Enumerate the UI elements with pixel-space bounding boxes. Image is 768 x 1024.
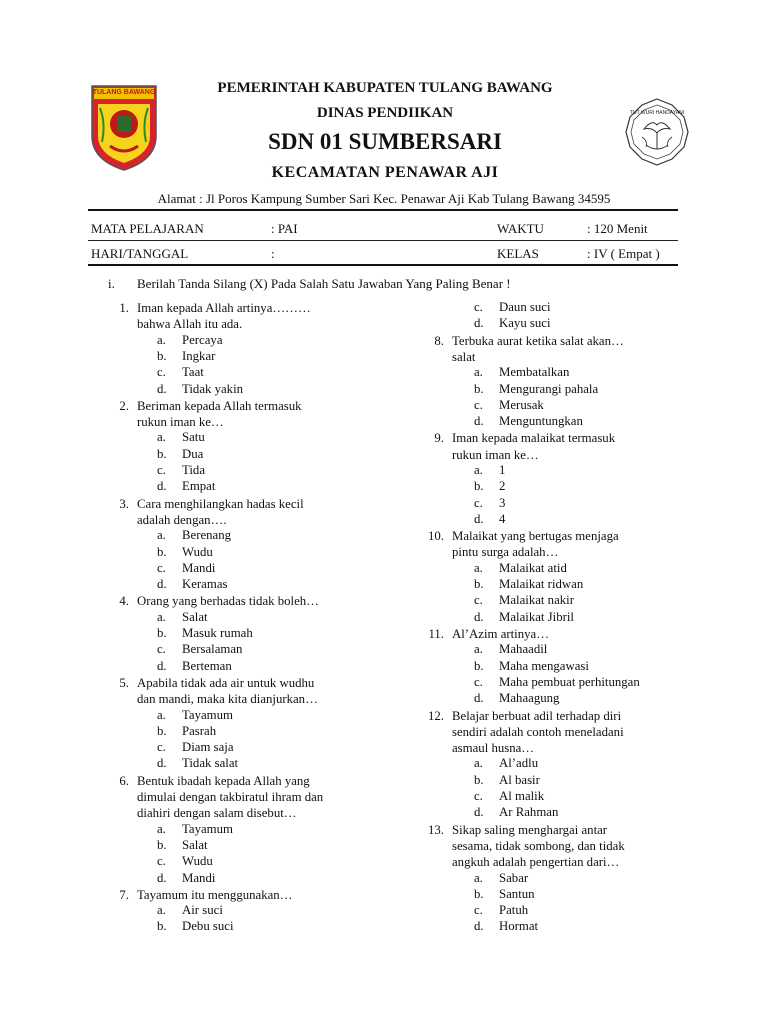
option-text: 3 — [499, 495, 506, 510]
option-text: Masuk rumah — [182, 626, 253, 640]
option-letter: d. — [157, 381, 167, 396]
question-text: Tayamum itu menggunakan… — [137, 887, 293, 902]
header-divider — [88, 209, 678, 211]
question-text: pintu surga adalah… — [452, 545, 559, 560]
tut-wuri-emblem-icon — [624, 97, 690, 167]
info-divider-2 — [88, 264, 678, 266]
option-text: Tidak salat — [182, 756, 239, 771]
option-text: 1 — [499, 463, 506, 477]
option-letter: d. — [474, 691, 484, 706]
option-text: Tidak yakin — [182, 381, 244, 396]
option-text: Wudu — [182, 854, 213, 869]
question-text: Terbuka aurat ketika salat akan… — [452, 333, 624, 348]
option-text: Mandi — [182, 560, 216, 575]
option-text: Maha pembuat perhitungan — [499, 674, 640, 689]
option-letter: c. — [474, 789, 483, 803]
option-text: Empat — [182, 479, 216, 494]
option-letter: a. — [474, 365, 483, 380]
option-letter: b. — [157, 446, 167, 461]
question-text: asmaul husna… — [452, 741, 535, 756]
option-text: Mandi — [182, 870, 216, 885]
option-letter: a. — [474, 560, 483, 575]
question-text: angkuh adalah pengertian dari… — [452, 855, 620, 870]
option-letter: a. — [157, 332, 166, 347]
option-text: Daun suci — [499, 300, 551, 314]
option-text: Malaikat Jibril — [499, 609, 574, 624]
option-letter: b. — [474, 577, 484, 592]
option-letter: b. — [157, 348, 167, 363]
subject-value: : PAI — [271, 221, 298, 236]
class-label: KELAS — [497, 246, 539, 261]
option-letter: c. — [157, 463, 166, 477]
option-letter: a. — [157, 903, 166, 918]
header-address: Alamat : Jl Poros Kampung Sumber Sari Kec. Penawar Aji Kab Tulang Bawang 34595 — [157, 191, 611, 206]
question-text: dimulai dengan takbiratul ihram dan — [137, 789, 324, 804]
question-number: 5. — [119, 675, 129, 690]
day-value: : — [271, 246, 275, 261]
option-letter: d. — [157, 577, 167, 592]
option-text: Kayu suci — [499, 316, 551, 331]
regency-shield-icon — [90, 84, 158, 172]
question-text: Belajar berbuat adil terhadap diri — [452, 708, 622, 723]
question-number: 2. — [119, 398, 129, 413]
option-letter: a. — [157, 821, 166, 836]
subject-label: MATA PELAJARAN — [91, 221, 204, 236]
option-text: Salat — [182, 837, 208, 852]
option-text: Membatalkan — [499, 365, 570, 380]
option-text: Mahaagung — [499, 691, 560, 706]
question-text: rukun iman ke… — [137, 415, 224, 430]
option-letter: d. — [157, 658, 167, 673]
option-text: Berteman — [182, 658, 232, 673]
question-text: Malaikat yang bertugas menjaga — [452, 529, 619, 544]
option-text: Debu suci — [182, 919, 234, 934]
option-text: Al basir — [499, 772, 540, 787]
option-letter: b. — [474, 886, 484, 901]
instruction-number: i. — [108, 276, 115, 291]
option-letter: d. — [474, 805, 484, 820]
question-number: 9. — [434, 431, 444, 446]
option-letter: b. — [157, 919, 167, 934]
option-text: Malaikat atid — [499, 560, 567, 575]
option-letter: d. — [474, 414, 484, 429]
option-letter: d. — [474, 919, 484, 934]
option-text: Salat — [182, 609, 208, 624]
question-text: Al’Azim artinya… — [452, 627, 550, 641]
option-text: Malaikat nakir — [499, 593, 574, 608]
option-letter: c. — [474, 300, 483, 314]
option-text: Dua — [182, 446, 204, 461]
question-text: rukun iman ke… — [452, 447, 539, 462]
question-number: 11. — [428, 627, 444, 641]
regency-logo — [90, 84, 158, 172]
option-letter: b. — [157, 837, 167, 852]
option-text: 2 — [499, 479, 506, 494]
option-letter: c. — [474, 593, 483, 608]
option-letter: a. — [157, 707, 166, 722]
option-text: Patuh — [499, 903, 529, 918]
option-text: Air suci — [182, 903, 223, 918]
option-text: Menguntungkan — [499, 414, 583, 429]
time-label: WAKTU — [497, 221, 544, 236]
option-letter: a. — [157, 528, 166, 543]
day-label: HARI/TANGGAL — [91, 246, 189, 261]
option-letter: b. — [474, 479, 484, 494]
question-number: 7. — [119, 887, 129, 902]
question-text: sendiri adalah contoh meneladani — [452, 724, 624, 739]
question-text: Sikap saling menghargai antar — [452, 822, 608, 837]
question-number: 4. — [119, 594, 129, 609]
question-number: 8. — [434, 333, 444, 348]
question-text: sesama, tidak sombong, dan tidak — [452, 838, 625, 853]
option-letter: b. — [157, 723, 167, 738]
tut-wuri-logo — [624, 97, 690, 167]
question-number: 3. — [119, 496, 129, 511]
option-text: Al malik — [499, 789, 545, 803]
option-letter: c. — [157, 642, 166, 657]
question-text: diahiri dengan salam disebut… — [137, 806, 297, 821]
header-district: KECAMATAN PENAWAR AJI — [271, 164, 499, 181]
option-letter: c. — [157, 560, 166, 575]
option-text: Pasrah — [182, 723, 217, 738]
option-letter: b. — [157, 544, 167, 559]
question-text: Cara menghilangkan hadas kecil — [137, 496, 304, 511]
option-text: Mahaadil — [499, 642, 548, 657]
question-text: Bentuk ibadah kepada Allah yang — [137, 773, 310, 788]
option-letter: a. — [474, 463, 483, 477]
question-number: 13. — [428, 822, 444, 837]
option-letter: b. — [474, 772, 484, 787]
question-text: Orang yang berhadas tidak boleh… — [137, 594, 319, 609]
option-letter: d. — [474, 316, 484, 331]
tut-wuri-text: TUT WURI HANDAYANI — [629, 110, 685, 116]
option-letter: b. — [474, 658, 484, 673]
option-letter: d. — [157, 756, 167, 771]
option-text: Mengurangi pahala — [499, 381, 599, 396]
option-letter: c. — [474, 495, 483, 510]
option-letter: a. — [474, 870, 483, 885]
question-text: salat — [452, 349, 476, 364]
option-text: Percaya — [182, 332, 223, 347]
option-text: Taat — [182, 365, 204, 380]
option-letter: c. — [474, 903, 483, 918]
question-text: Beriman kepada Allah termasuk — [137, 398, 302, 413]
option-letter: a. — [474, 756, 483, 771]
question-text: bahwa Allah itu ada. — [137, 317, 243, 332]
option-text: Maha mengawasi — [499, 658, 589, 673]
option-letter: c. — [157, 365, 166, 380]
option-text: Al’adlu — [499, 756, 539, 771]
option-text: Bersalaman — [182, 642, 243, 657]
option-text: Malaikat ridwan — [499, 577, 584, 592]
option-text: Santun — [499, 886, 535, 901]
question-number: 10. — [428, 529, 444, 544]
header-school-name: SDN 01 SUMBERSARI — [268, 129, 502, 154]
option-letter: d. — [474, 609, 484, 624]
option-letter: c. — [157, 854, 166, 869]
option-text: Wudu — [182, 544, 213, 559]
question-text: dan mandi, maka kita dianjurkan… — [137, 692, 318, 707]
option-letter: d. — [157, 870, 167, 885]
header-government: PEMERINTAH KABUPATEN TULANG BAWANG — [217, 80, 553, 96]
option-letter: d. — [157, 479, 167, 494]
regency-logo-text: TULANG BAWANG — [92, 89, 156, 96]
question-number: 1. — [119, 301, 129, 315]
option-text: Tida — [182, 463, 206, 477]
question-number: 6. — [119, 773, 129, 788]
question-text: Apabila tidak ada air untuk wudhu — [137, 675, 315, 690]
header-department: DINAS PENDIIKAN — [316, 105, 454, 121]
option-text: Keramas — [182, 577, 228, 592]
option-letter: a. — [157, 430, 166, 445]
option-text: Tayamum — [182, 707, 233, 722]
option-letter: a. — [157, 609, 166, 624]
time-value: : 120 Menit — [587, 221, 648, 236]
option-letter: d. — [474, 511, 484, 526]
option-letter: c. — [157, 740, 166, 755]
option-text: Satu — [182, 430, 205, 445]
option-text: Sabar — [499, 870, 529, 885]
option-text: Hormat — [499, 919, 539, 934]
class-value: : IV ( Empat ) — [587, 246, 660, 261]
option-text: Merusak — [499, 397, 544, 412]
option-letter: b. — [474, 381, 484, 396]
option-text: Berenang — [182, 528, 232, 543]
option-letter: b. — [157, 626, 167, 640]
question-text: Iman kepada Allah artinya……… — [137, 301, 311, 315]
option-text: Diam saja — [182, 740, 234, 755]
option-letter: a. — [474, 642, 483, 657]
instruction-text: Berilah Tanda Silang (X) Pada Salah Satu Jawaban Yang Paling Benar ! — [137, 276, 511, 291]
option-text: Ingkar — [182, 348, 216, 363]
option-letter: c. — [474, 674, 483, 689]
option-letter: c. — [474, 397, 483, 412]
question-text: Iman kepada malaikat termasuk — [452, 431, 616, 446]
question-number: 12. — [428, 708, 444, 723]
option-text: 4 — [499, 511, 506, 526]
option-text: Tayamum — [182, 821, 233, 836]
info-divider-1 — [88, 240, 678, 241]
option-text: Ar Rahman — [499, 805, 559, 820]
question-text: adalah dengan…. — [137, 512, 227, 527]
